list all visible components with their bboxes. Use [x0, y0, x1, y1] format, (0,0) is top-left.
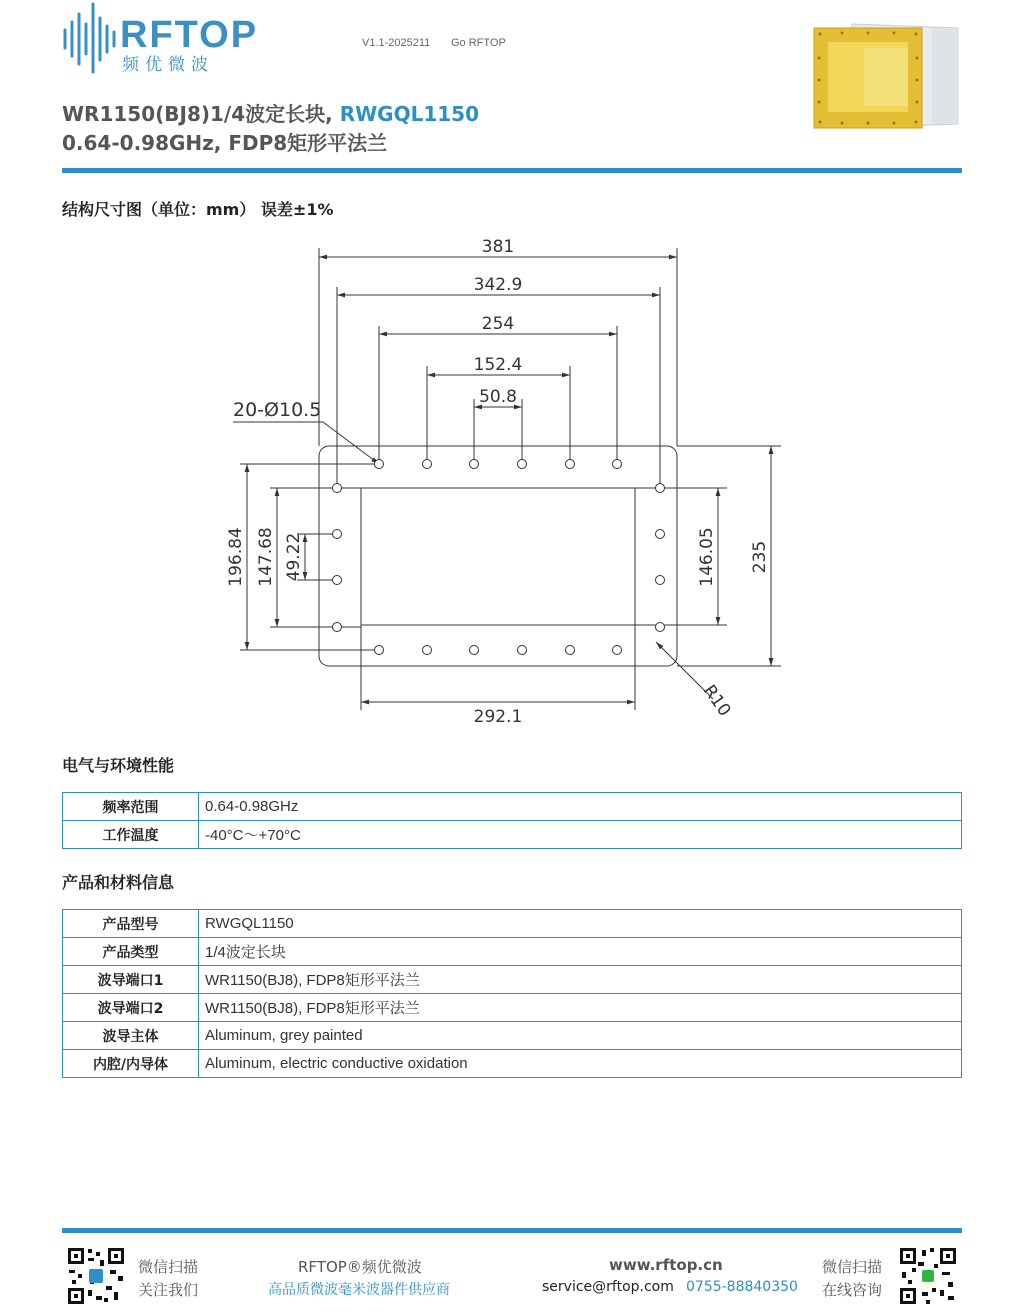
table-row — [63, 994, 962, 1022]
table-row — [63, 793, 962, 821]
product-subtitle: 0.64-0.98GHz, FDP8矩形平法兰 — [62, 131, 388, 155]
footer-phone: 0755-88840350 — [686, 1279, 798, 1295]
row-value: 1/4波定长块 — [199, 938, 962, 966]
dim-254: 254 — [481, 314, 515, 334]
wechat-scan-label: 微信扫描 — [138, 1258, 199, 1276]
table-row — [63, 966, 962, 994]
version-label: V1.1-2025211 — [362, 37, 431, 49]
dim-235: 235 — [750, 540, 770, 574]
material-heading: 产品和材料信息 — [62, 873, 175, 892]
electrical-heading: 电气与环境性能 — [62, 756, 175, 775]
product-photo — [812, 18, 964, 136]
footer-brand: RFTOP®频优微波 — [298, 1258, 422, 1276]
dim-196-84: 196.84 — [226, 527, 246, 587]
dim-r10: R10 — [698, 681, 735, 721]
row-label: 工作温度 — [63, 821, 199, 849]
logo-text: RFTOP — [120, 14, 259, 56]
row-value: WR1150(BJ8), FDP8矩形平法兰 — [199, 994, 962, 1022]
row-label: 产品型号 — [63, 910, 199, 938]
brand-tagline: Go RFTOP — [451, 37, 506, 49]
title-prefix: WR1150(BJ8)1/4波定长块, — [62, 102, 340, 126]
row-value: Aluminum, electric conductive oxidation — [199, 1050, 962, 1078]
drawing-heading: 结构尺寸图（单位：mm） 误差±1% — [62, 200, 334, 219]
follow-us-label: 关注我们 — [138, 1281, 199, 1299]
row-value: Aluminum, grey painted — [199, 1022, 962, 1050]
consult-label: 在线咨询 — [822, 1281, 883, 1299]
logo-subtitle: 频优微波 — [122, 55, 214, 75]
table-row — [63, 910, 962, 938]
dim-49-22: 49.22 — [284, 532, 304, 582]
wechat-consult-qr-icon[interactable] — [898, 1246, 958, 1306]
row-value: RWGQL1150 — [199, 910, 962, 938]
table-row — [63, 938, 962, 966]
electrical-table — [62, 792, 962, 849]
dim-146-05: 146.05 — [697, 527, 717, 587]
wechat-scan-label-2: 微信扫描 — [822, 1258, 883, 1276]
material-table — [62, 909, 962, 1078]
row-label: 内腔/内导体 — [63, 1050, 199, 1078]
row-label: 波导主体 — [63, 1022, 199, 1050]
table-row — [63, 1050, 962, 1078]
row-value: 0.64-0.98GHz — [199, 793, 962, 821]
wechat-follow-qr-icon[interactable] — [66, 1246, 126, 1306]
dim-381: 381 — [481, 237, 515, 257]
table-row — [63, 1022, 962, 1050]
product-title — [62, 98, 479, 127]
header-divider — [62, 168, 962, 173]
dim-hole-spec: 20-Ø10.5 — [233, 399, 322, 421]
footer-website-link[interactable]: www.rftop.cn — [609, 1256, 723, 1274]
footer-divider — [62, 1228, 962, 1233]
footer-email-link[interactable]: service@rftop.com — [542, 1279, 674, 1295]
row-value: WR1150(BJ8), FDP8矩形平法兰 — [199, 966, 962, 994]
row-label: 产品类型 — [63, 938, 199, 966]
dim-147-68: 147.68 — [256, 527, 276, 587]
dim-50-8: 50.8 — [479, 387, 517, 407]
row-value: -40°C～+70°C — [199, 821, 962, 849]
row-label: 波导端口1 — [63, 966, 199, 994]
table-row — [63, 821, 962, 849]
dim-292-1: 292.1 — [473, 707, 523, 727]
row-label: 频率范围 — [63, 793, 199, 821]
title-model: RWGQL1150 — [339, 102, 480, 126]
footer-slogan: 高品质微波毫米波器件供应商 — [268, 1282, 450, 1298]
dim-152-4: 152.4 — [473, 355, 523, 375]
dimension-drawing — [215, 232, 815, 732]
row-label: 波导端口2 — [63, 994, 199, 1022]
dim-342-9: 342.9 — [473, 275, 523, 295]
